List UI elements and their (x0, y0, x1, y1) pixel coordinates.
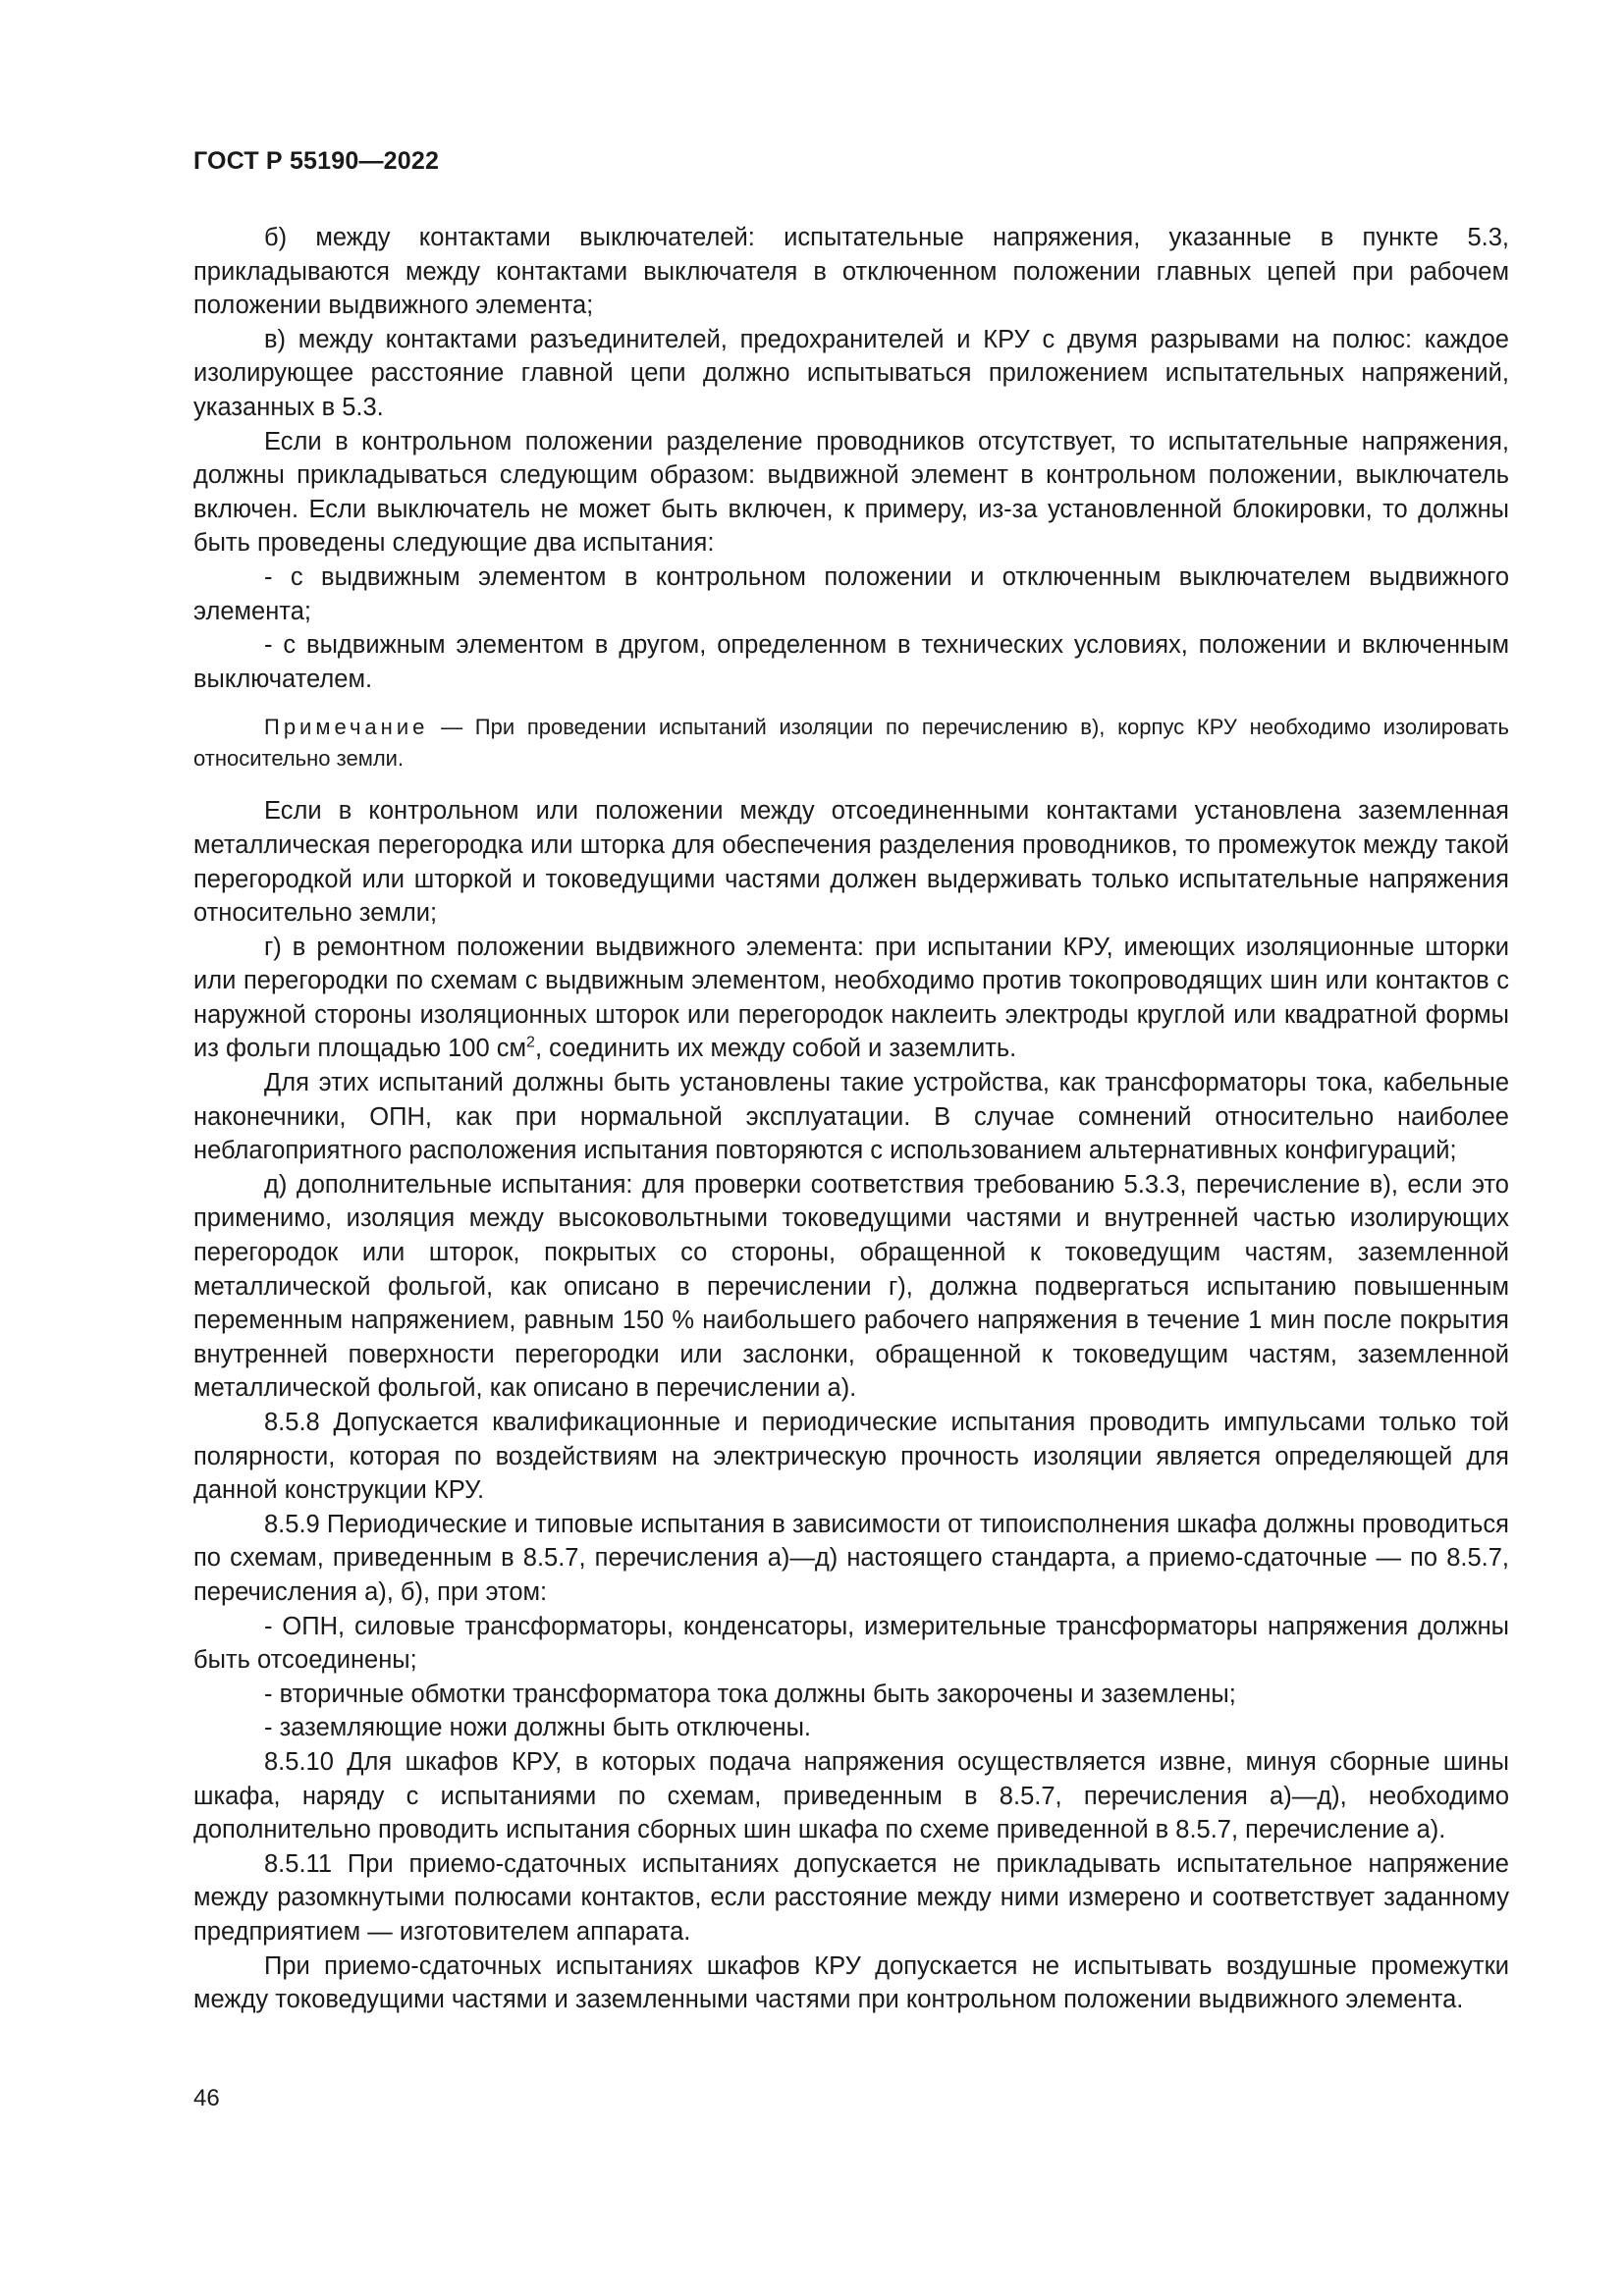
clause-8-5-8: 8.5.8 Допускается квалификационные и периодические испытания проводить импульсами только той полярности, которая по воздействиям на электрическую прочность изоляции является определяющей для данной конструкции КРУ. (193, 1409, 1509, 1505)
note (193, 712, 1509, 774)
paragraph-d: д) дополнительные испытания: для проверки соответствия требованию 5.3.3, перечисление в), если это применимо, изоляция между высоковольтными токоведущими частями и внутренней частью изолирующих перегородок или шторок, покрытых со стороны, обращенной к токоведущим частям, заземленной металлической фольгой, как описано в перечислении г), должна подвергаться испытанию повышенным переменным напряжением, равным 150 % наибольшего рабочего напряжения в течение 1 мин после покрытия внутренней поверхности перегородки или заслонки, обращенной к токоведущим частям, заземленной металлической фольгой, как описано в перечислении а). (193, 1170, 1509, 1403)
clause-8-5-9: 8.5.9 Периодические и типовые испытания в зависимости от типоисполнения шкафа должны проводиться по схемам, приведенным в 8.5.7, перечисления а)—д) настоящего стандарта, а приемо-сдаточные — по 8.5.7, перечисления а), б), при этом: (193, 1510, 1509, 1606)
superscript-2: 2 (526, 1034, 535, 1051)
list-item-grounding-knives: - заземляющие ножи должны быть отключены. (264, 1714, 812, 1742)
list-item-test-2: - с выдвижным элементом в другом, определенном в технических условиях, положении и включенным выключателем. (193, 631, 1509, 693)
paragraph-control-position: Если в контрольном положении разделение проводников отсутствует, то испытательные напряжения, должны прикладываться следующим образом: выдвижной элемент в контрольном положении, выключатель включен. Если выключатель не может быть включен, к примеру, из-за установленной блокировки, то должны быть проведены следующие два испытания: (193, 427, 1509, 558)
paragraph-g-text: г) в ремонтном положении выдвижного элемента: при испытании КРУ, имеющих изоляционные шторки или перегородки по схемам с выдвижным элементом, необходимо против токопроводящих шин или контактов с наружной стороны изоляционных шторок или перегородок наклеить электроды круглой или квадратной формы из фольги площадью 100 см (193, 933, 1509, 1063)
clause-8-5-11: 8.5.11 При приемо-сдаточных испытаниях допускается не прикладывать испытательное напряжение между разомкнутыми полюсами контактов, если расстояние между ними измерено и соответствует заданному предприятием — изготовителем аппарата. (193, 1849, 1509, 1946)
body-text (193, 221, 1509, 2017)
paragraph-acceptance-tests: При приемо-сдаточных испытаниях шкафов КРУ допускается не испытывать воздушные промежутки между токоведущими частями и заземленными частями при контрольном положении выдвижного элемента. (193, 1951, 1509, 2014)
note-label: Примечание (264, 715, 429, 740)
list-item-secondary-windings: - вторичные обмотки трансформатора тока должны быть закорочены и заземлены; (264, 1680, 1236, 1708)
page-number: 46 (193, 2085, 220, 2111)
clause-8-5-10: 8.5.10 Для шкафов КРУ, в которых подача напряжения осуществляется извне, минуя сборные шины шкафа, наряду с испытаниями по схемам, приведенным в 8.5.7, перечисления а)—д), необходимо дополнительно проводить испытания сборных шин шкафа по схеме приведенной в 8.5.7, перечисление а). (193, 1747, 1509, 1844)
list-item-opn: - ОПН, силовые трансформаторы, конденсаторы, измерительные трансформаторы напряжения должны быть отсоединены; (193, 1612, 1509, 1675)
page-header-standard-number: ГОСТ Р 55190—2022 (193, 147, 440, 175)
paragraph-v: в) между контактами разъединителей, предохранителей и КРУ с двумя разрывами на полюс: каждое изолирующее расстояние главной цепи должно испытываться приложением испытательных напряжений, указанных в 5.3. (193, 325, 1509, 421)
paragraph-g (193, 931, 1509, 1066)
paragraph-devices: Для этих испытаний должны быть установлены такие устройства, как трансформаторы тока, кабельные наконечники, ОПН, как при нормальной эксплуатации. В случае сомнений относительно наиболее неблагоприятного расположения испытания повторяются с использованием альтернативных конфигураций; (193, 1069, 1509, 1165)
paragraph-b: б) между контактами выключателей: испытательные напряжения, указанные в пункте 5.3, прикладываются между контактами выключателя в отключенном положении главных цепей при рабочем положении выдвижного элемента; (193, 224, 1509, 320)
paragraph-g-text-end: , соединить их между собой и заземлить. (534, 1035, 1017, 1063)
list-item-test-1: - с выдвижным элементом в контрольном положении и отключенным выключателем выдвижного элемента; (193, 562, 1509, 625)
note-text: — При проведении испытаний изоляции по перечислению в), корпус КРУ необходимо изолировать относительно земли. (193, 715, 1509, 772)
paragraph-grounded-partition: Если в контрольном или положении между отсоединенными контактами установлена заземленная металлическая перегородка или шторка для обеспечения разделения проводников, то промежуток между такой перегородкой или шторкой и токоведущими частями должен выдерживать только испытательные напряжения относительно земли; (193, 797, 1509, 928)
